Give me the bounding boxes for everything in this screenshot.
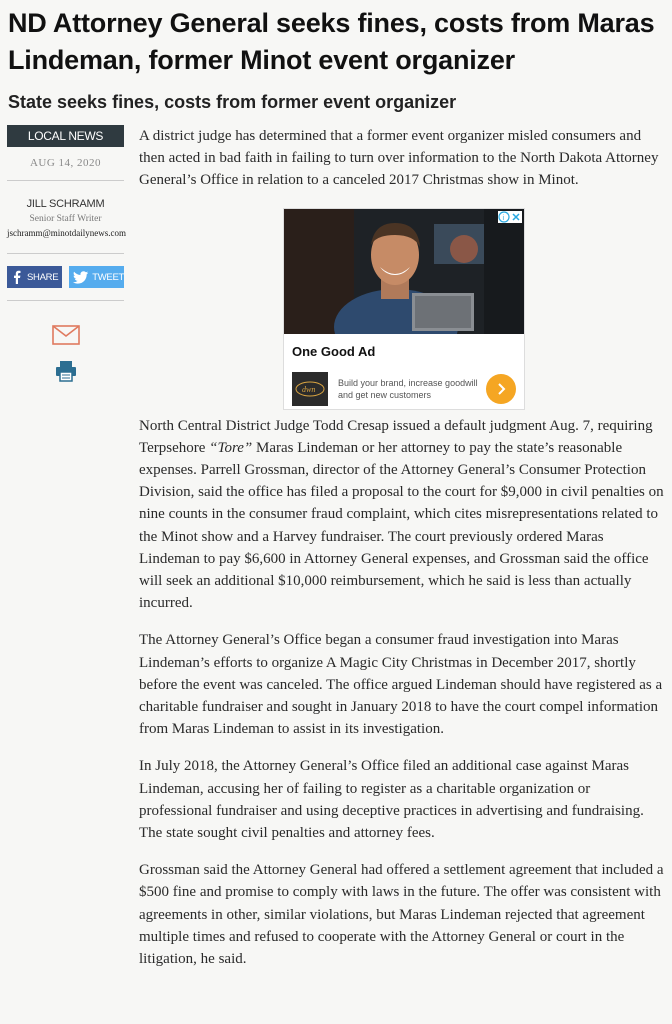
facebook-icon bbox=[11, 270, 23, 284]
twitter-icon bbox=[73, 271, 88, 284]
facebook-share-label: SHARE bbox=[27, 271, 59, 283]
article-sidebar bbox=[7, 125, 127, 387]
ad-footer bbox=[284, 363, 524, 406]
share-buttons bbox=[7, 254, 124, 300]
ad-title[interactable]: One Good Ad bbox=[292, 343, 376, 359]
paragraph: In July 2018, the Attorney General’s Office filed an additional case against Maras Lindeman, accusing her of failing to register as a charitable organization or professional fundraiser and using deceptive practices in advertising and fundraising. The state sought civil penalties and attorney fees. bbox=[139, 758, 644, 842]
subheadline: State seeks fines, costs from former event organizer bbox=[8, 92, 457, 112]
article-body bbox=[139, 125, 664, 985]
ad-cta-button[interactable] bbox=[486, 374, 516, 404]
nickname: “Tore” bbox=[209, 439, 253, 456]
close-icon[interactable] bbox=[510, 211, 522, 223]
print-icon bbox=[55, 360, 77, 382]
paragraph: Grossman said the Attorney General had offered a settlement agreement that included a $500 fine and promise to comply with laws in the future. The offer was consistent with agreements in other, similar violations, but Maras Lindeman rejected that agreement multiple times and refused to cooperate with the Attorney General or court in the litigation, he said. bbox=[139, 862, 664, 968]
ad-image[interactable] bbox=[284, 209, 524, 334]
arrow-right-icon bbox=[495, 383, 507, 395]
author-role: Senior Staff Writer bbox=[29, 214, 102, 224]
paragraph: The Attorney General’s Office began a consumer fraud investigation into Maras Lindeman’s efforts to organize A Magic City Christmas in December 2017, shortly before the event was canceled. The office argued Lindeman should have registered as a charitable fundraiser and sought in January 2018 to have the court compel information from Maras Lindeman to assist in its investigation. bbox=[139, 632, 663, 738]
paragraph: A district judge has determined that a former event organizer misled consumers and then acted in bad faith in failing to turn over information to the North Dakota Attorney General’s Office in relation to a canceled 2017 Christmas show in Minot. bbox=[139, 128, 659, 189]
article-paragraphs bbox=[139, 415, 664, 971]
advertisement[interactable] bbox=[283, 208, 525, 410]
author-name[interactable]: JILL SCHRAMM bbox=[26, 198, 105, 210]
svg-text:i: i bbox=[502, 214, 505, 222]
facebook-share-button[interactable] bbox=[7, 266, 62, 288]
twitter-tweet-button[interactable] bbox=[69, 266, 124, 288]
print-article-button[interactable] bbox=[55, 360, 77, 387]
ad-close-controls[interactable] bbox=[498, 211, 522, 223]
divider bbox=[7, 300, 124, 301]
ad-choices-icon[interactable] bbox=[498, 211, 510, 223]
twitter-tweet-label: TWEET bbox=[92, 271, 124, 283]
email-article-button[interactable] bbox=[52, 325, 80, 350]
ad-description: Build your brand, increase goodwill and get new customers bbox=[338, 377, 478, 400]
headline: ND Attorney General seeks fines, costs from Maras Lindeman, former Minot event organizer bbox=[8, 8, 655, 75]
publish-date: AUG 14, 2020 bbox=[7, 147, 124, 181]
section-tag[interactable]: LOCAL NEWS bbox=[7, 125, 124, 147]
ad-logo[interactable] bbox=[292, 372, 328, 406]
email-icon bbox=[52, 325, 80, 345]
ad-logo-text: dwn bbox=[302, 384, 316, 394]
paragraph: North Central District Judge Todd Cresap issued a default judgment Aug. 7, requiring Terpsehore “Tore” Maras Lindeman or her attorney to pay the state’s reasonable expenses. Parrell Grossman, director of the Attorney General’s Consumer Protection Division, said the office has filed a proposal to the court for $9,000 in civil penalties on nine counts in the consumer fraud complaint, which cites misrepresentations related to the Minot show and a Harvey fundraiser. The court previously ordered Maras Lindeman to pay $6,600 in Attorney General expenses, and Grossman said the office will seek an additional $10,000 reimbursement, which he said is less than actually incurred. bbox=[139, 417, 664, 612]
author-email[interactable]: jschramm@minotdailynews.com bbox=[7, 228, 127, 238]
